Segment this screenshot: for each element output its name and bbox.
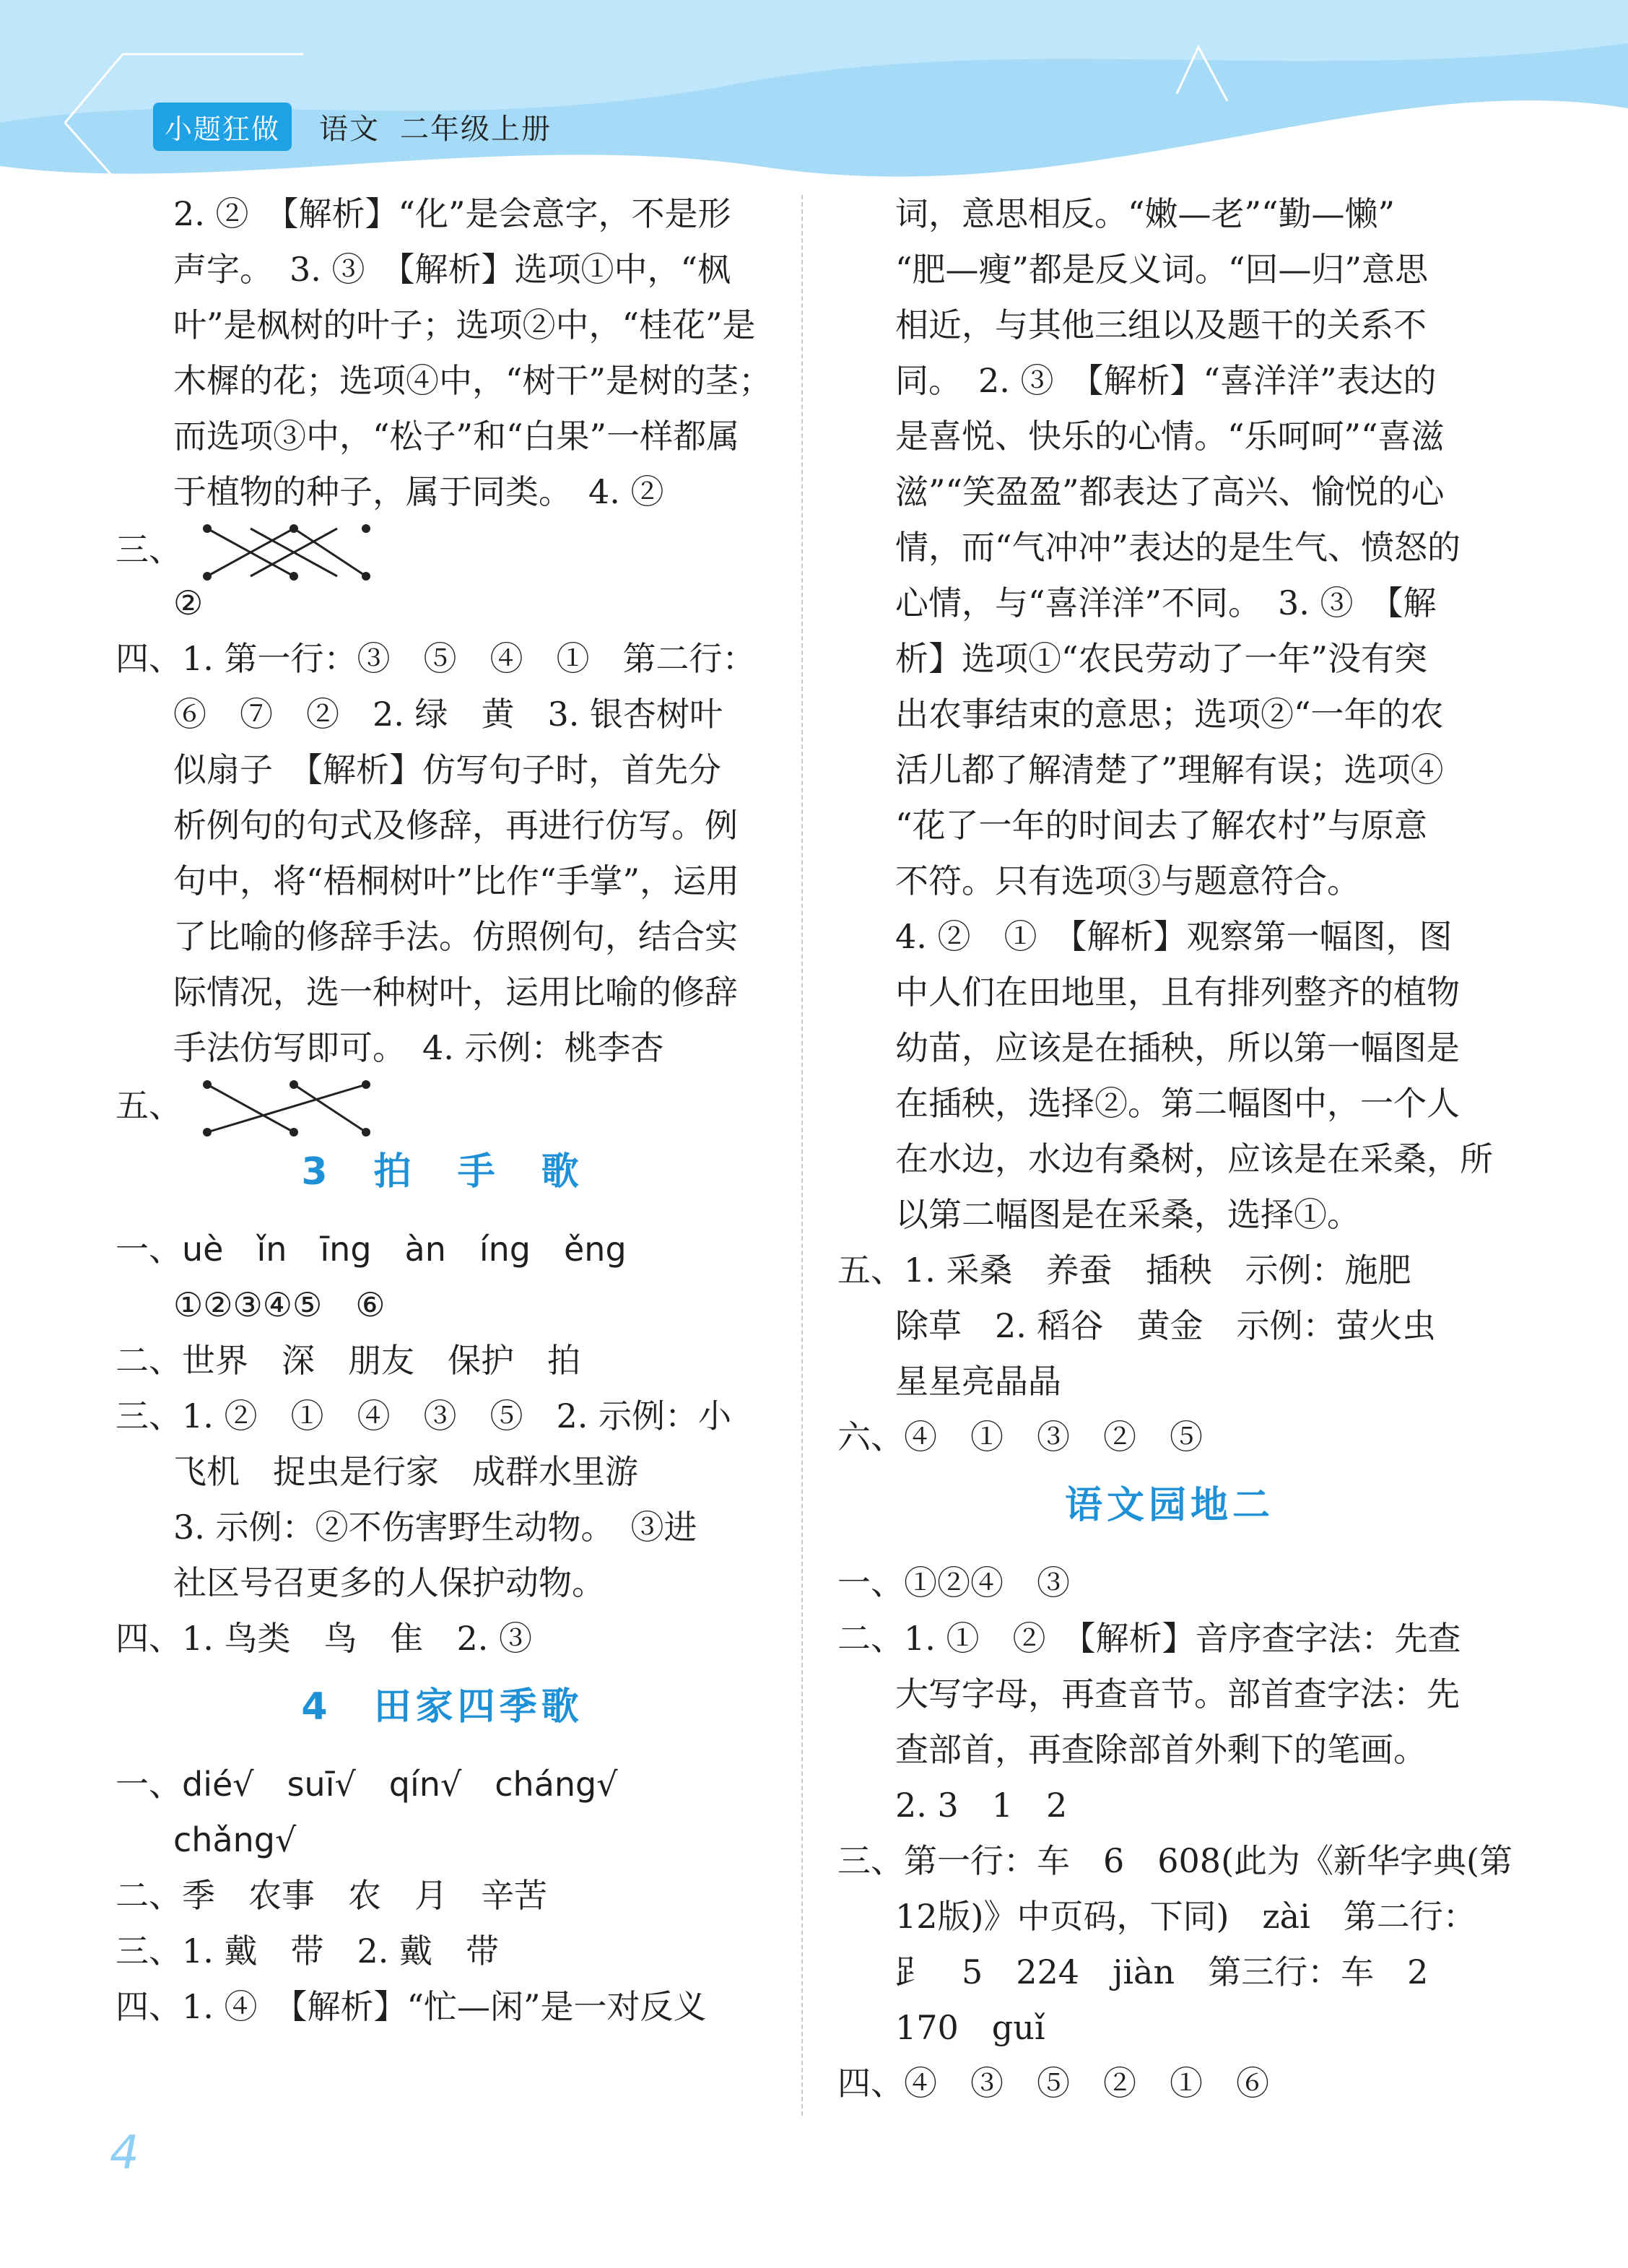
- grade-label: 二年级上册: [400, 113, 552, 146]
- answer-line: 四、1. ④ 【解析】“忙—闲”是一对反义: [116, 1987, 707, 2026]
- column-divider: [801, 195, 803, 2116]
- answer-line: 除草 2. 稻谷 黄金 示例：萤火虫: [895, 1306, 1436, 1345]
- answer-line: 一、dié√ suī√ qín√ cháng√: [116, 1765, 618, 1804]
- answer-line: 飞机 捉虫是行家 成群水里游: [173, 1452, 638, 1491]
- answer-line: 声字。 3. ③ 【解析】选项①中，“枫: [173, 250, 731, 289]
- answer-line: 相近，与其他三组以及题干的关系不: [895, 305, 1427, 344]
- answer-line: 而选项③中，“松子”和“白果”一样都属: [173, 417, 740, 456]
- answer-line: 析例句的句式及修辞，再进行仿写。例: [173, 806, 738, 845]
- answer-line: 12版)》中页码，下同) zài 第二行：: [895, 1897, 1476, 1936]
- answer-line: 是喜悦、快乐的心情。“乐呵呵”“喜滋: [895, 417, 1445, 456]
- answer-line: 以第二幅图是在采桑，选择①。: [895, 1195, 1360, 1234]
- answer-line: 二、1. ① ② 【解析】音序查字法：先查: [837, 1619, 1461, 1658]
- answer-line: 三、第一行：车 6 608(此为《新华字典(第: [837, 1841, 1512, 1880]
- answer-line: 五、1. 采桑 养蚕 插秧 示例：施肥: [837, 1251, 1411, 1290]
- answer-line: 𧾷 5 224 jiàn 第三行：车 2: [895, 1952, 1429, 1991]
- answer-line: ①②③④⑤ ⑥: [173, 1285, 386, 1324]
- right-column: [837, 186, 1512, 2111]
- answer-line: 似扇子 【解析】仿写句子时，首先分: [173, 750, 721, 789]
- answer-line: 六、④ ① ③ ② ⑤: [837, 1417, 1203, 1456]
- answer-line: 际情况，选一种树叶，运用比喻的修辞: [173, 973, 738, 1012]
- answer-line: 心情，与“喜洋洋”不同。 3. ③ 【解: [895, 583, 1437, 622]
- page-number: 4: [110, 2126, 139, 2180]
- answer-line: 词，意思相反。“嫩—老”“勤—懒”: [895, 194, 1396, 233]
- header-bar: [153, 103, 552, 151]
- answer-line: 查部首，再查除部首外剩下的笔画。: [895, 1730, 1427, 1769]
- answer-line: 一、①②④ ③: [837, 1563, 1070, 1602]
- answer-line: 在插秧，选择②。第二幅图中，一个人: [895, 1084, 1460, 1123]
- answer-line: 星星亮晶晶: [895, 1362, 1061, 1401]
- answer-line: “肥—瘦”都是反义词。“回—归”意思: [895, 250, 1429, 289]
- answer-line: 三、1. 戴 带 2. 戴 带: [116, 1932, 500, 1971]
- answer-line: 情，而“气冲冲”表达的是生气、愤怒的: [895, 528, 1461, 567]
- answer-line: 2. 3 1 2: [895, 1786, 1068, 1825]
- matching-lines-diagram: [193, 1076, 380, 1141]
- lesson-title: 3 拍 手 歌: [301, 1150, 583, 1194]
- answer-line: 木樨的花；选项④中，“树干”是树的茎；: [173, 361, 772, 400]
- matching-answer-row: [116, 520, 769, 575]
- answer-line: 大写字母，再查音节。部首查字法：先: [895, 1674, 1460, 1713]
- answer-line: 析】选项①“农民劳动了一年”没有突: [895, 639, 1428, 678]
- answer-line: 不符。只有选项③与题意符合。: [895, 861, 1360, 900]
- answer-line: chǎng√: [173, 1820, 297, 1859]
- answer-line: 幼苗，应该是在插秧，所以第一幅图是: [895, 1028, 1460, 1067]
- brand-badge: 小题狂做: [153, 103, 292, 151]
- answer-line: 4. ② ① 【解析】观察第一幅图，图: [895, 917, 1453, 956]
- answer-line: 170 guǐ: [895, 2008, 1045, 2047]
- lesson-title: 4 田家四季歌: [301, 1685, 583, 1729]
- answer-line: 于植物的种子，属于同类。 4. ②: [173, 472, 664, 511]
- answer-line: 中人们在田地里，且有排列整齐的植物: [895, 973, 1460, 1012]
- answer-line: 3. 示例：②不伤害野生动物。 ③进: [173, 1508, 697, 1547]
- section-label: 三、: [116, 530, 182, 569]
- section-label: 五、: [116, 1086, 182, 1125]
- lesson-title: 语文园地二: [1064, 1484, 1274, 1527]
- answer-line: 二、季 农事 农 月 辛苦: [116, 1876, 547, 1915]
- answer-line: 二、世界 深 朋友 保护 拍: [116, 1341, 580, 1380]
- answer-line: 2. ② 【解析】“化”是会意字，不是形: [173, 194, 731, 233]
- answer-line: 一、uè ǐn īng àn íng ěng: [116, 1230, 627, 1269]
- answer-line: 手法仿写即可。 4. 示例：桃李杏: [173, 1028, 664, 1067]
- answer-line: 同。 2. ③ 【解析】“喜洋洋”表达的: [895, 361, 1437, 400]
- answer-line: 四、1. 第一行：③ ⑤ ④ ① 第二行：: [116, 639, 756, 678]
- answer-line: ②: [173, 583, 204, 622]
- left-column: [116, 186, 772, 2035]
- answer-line: 出农事结束的意思；选项②“一年的农: [895, 695, 1444, 734]
- answer-line: 四、④ ③ ⑤ ② ① ⑥: [837, 2064, 1269, 2103]
- answer-line: 在水边，水边有桑树，应该是在采桑，所: [895, 1139, 1493, 1178]
- answer-line: 句中，将“梧桐树叶”比作“手掌”，运用: [173, 861, 740, 900]
- answer-line: 四、1. 鸟类 鸟 隹 2. ③: [116, 1619, 533, 1658]
- answer-line: 社区号召更多的人保护动物。: [173, 1563, 605, 1602]
- subject-label: 语文: [319, 113, 380, 146]
- answer-line: 活儿都了解清楚了”理解有误；选项④: [895, 750, 1444, 789]
- matching-answer-row: [116, 1076, 769, 1131]
- answer-line: ⑥ ⑦ ② 2. 绿 黄 3. 银杏树叶: [173, 695, 723, 734]
- answer-line: 了比喻的修辞手法。仿照例句，结合实: [173, 917, 738, 956]
- answer-line: “花了一年的时间去了解农村”与原意: [895, 806, 1428, 845]
- matching-lines-diagram: [193, 520, 380, 585]
- answer-line: 滋”“笑盈盈”都表达了高兴、愉悦的心: [895, 472, 1445, 511]
- answer-line: 三、1. ② ① ④ ③ ⑤ 2. 示例：小: [116, 1396, 732, 1435]
- answer-line: 叶”是枫树的叶子；选项②中，“桂花”是: [173, 305, 756, 344]
